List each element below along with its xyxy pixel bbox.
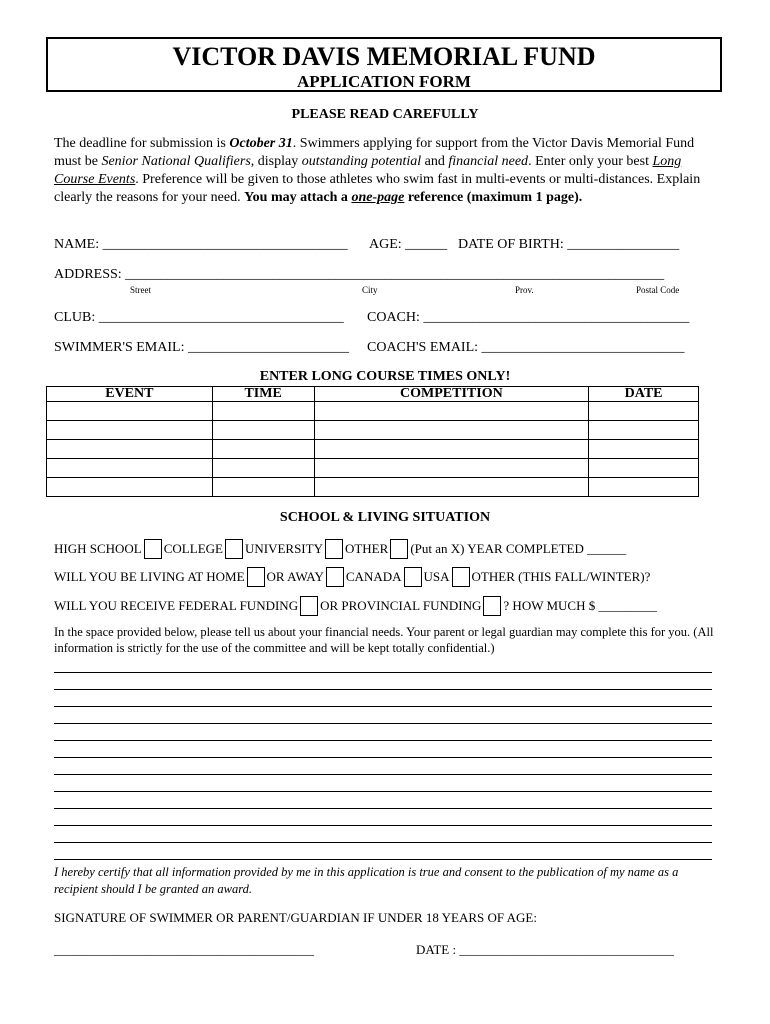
needs-line[interactable] xyxy=(54,826,712,843)
event-cell[interactable] xyxy=(47,440,213,459)
funding-row xyxy=(54,596,657,616)
intro-text-1: The deadline for submission is xyxy=(54,136,230,151)
home-checkbox[interactable] xyxy=(247,567,265,587)
club-field[interactable]: CLUB: ___________________________________ xyxy=(54,310,344,325)
signature-line[interactable]: ________________________________________ xyxy=(54,942,314,957)
signature-date-field[interactable]: DATE : _________________________________ xyxy=(416,942,674,957)
provincial-funding-checkbox[interactable] xyxy=(483,596,501,616)
name-field[interactable]: NAME: ___________________________________ xyxy=(54,237,348,252)
intro-text-6: . Preference will be given to those athletes who swim fast in multi-events or multi-distances. Explain clearly the reasons for your need. xyxy=(54,172,701,205)
events-term: Long Course Events xyxy=(54,154,682,187)
potential-term: outstanding potential xyxy=(301,154,422,169)
intro-text-2: . Swimmers applying for support from the Victor Davis Memorial Fund must be xyxy=(54,136,695,169)
column-header-date: DATE xyxy=(589,387,699,402)
competition-cell[interactable] xyxy=(314,421,589,440)
needs-line[interactable] xyxy=(54,690,712,707)
table-row xyxy=(47,421,699,440)
competition-cell[interactable] xyxy=(314,478,589,497)
financial-needs-instructions: In the space provided below, please tell us about your financial needs. Your parent or legal guardian may complete this for you. (All information is strictly for the use of the committee and will be kept totally confidential.) xyxy=(54,625,714,655)
school-heading: SCHOOL & LIVING SITUATION xyxy=(279,510,491,525)
competition-cell[interactable] xyxy=(314,459,589,478)
college-checkbox[interactable] xyxy=(225,539,243,559)
intro-text-3: , display xyxy=(250,154,302,169)
time-cell[interactable] xyxy=(212,459,314,478)
away-checkbox[interactable] xyxy=(326,567,344,587)
usa-checkbox[interactable] xyxy=(452,567,470,587)
swimmer-email-field[interactable]: SWIMMER'S EMAIL: _______________________ xyxy=(54,340,349,355)
date-of-birth-field[interactable]: DATE OF BIRTH: ________________ xyxy=(458,237,680,252)
date-cell[interactable] xyxy=(589,402,699,421)
time-cell[interactable] xyxy=(212,440,314,459)
title-box xyxy=(46,37,722,92)
date-cell[interactable] xyxy=(589,478,699,497)
needs-line[interactable] xyxy=(54,673,712,690)
table-row xyxy=(47,478,699,497)
needs-line[interactable] xyxy=(54,809,712,826)
attach-text-1: You may attach a xyxy=(244,190,352,205)
competition-cell[interactable] xyxy=(314,440,589,459)
long-course-times-table xyxy=(46,386,699,497)
postal-code-label: Postal Code xyxy=(636,285,680,295)
other-school-label: OTHER xyxy=(344,541,389,556)
column-header-event: EVENT xyxy=(47,387,213,402)
table-row xyxy=(47,459,699,478)
living-question: WILL YOU BE LIVING AT HOME xyxy=(54,569,245,584)
certification-statement: I hereby certify that all information provided by me in this application is true and consent to the publication of my name as a recipient should I be granted an award. xyxy=(54,865,679,896)
needs-line[interactable] xyxy=(54,775,712,792)
event-cell[interactable] xyxy=(47,421,213,440)
need-term: financial need xyxy=(448,154,529,169)
intro-text-4: and xyxy=(421,154,449,169)
column-header-competition: COMPETITION xyxy=(314,387,589,402)
canada-label: CANADA xyxy=(345,569,402,584)
event-cell[interactable] xyxy=(47,402,213,421)
qualifiers-term: Senior National Qualifiers xyxy=(101,154,251,169)
form-subtitle: APPLICATION FORM xyxy=(297,72,471,91)
date-cell[interactable] xyxy=(589,440,699,459)
needs-line[interactable] xyxy=(54,707,712,724)
provincial-funding-label: OR PROVINCIAL FUNDING xyxy=(320,598,482,613)
age-field[interactable]: AGE: ______ xyxy=(369,237,448,252)
living-row xyxy=(54,567,650,587)
date-cell[interactable] xyxy=(589,421,699,440)
high-school-checkbox[interactable] xyxy=(144,539,162,559)
needs-line[interactable] xyxy=(54,656,712,673)
year-completed-field[interactable]: (Put an X) YEAR COMPLETED ______ xyxy=(410,541,627,556)
event-cell[interactable] xyxy=(47,459,213,478)
attach-text-2: one-page xyxy=(351,190,405,205)
times-heading: ENTER LONG COURSE TIMES ONLY! xyxy=(259,369,511,384)
column-header-time: TIME xyxy=(212,387,314,402)
table-row xyxy=(47,402,699,421)
federal-funding-checkbox[interactable] xyxy=(300,596,318,616)
deadline-date: October 31 xyxy=(229,136,293,151)
university-checkbox[interactable] xyxy=(325,539,343,559)
intro-text-5: . Enter only your best xyxy=(528,154,653,169)
other-location-label: OTHER (THIS FALL/WINTER)? xyxy=(471,569,651,584)
city-label: City xyxy=(362,285,378,295)
table-row xyxy=(47,440,699,459)
prov-label: Prov. xyxy=(515,285,534,295)
needs-line[interactable] xyxy=(54,724,712,741)
federal-funding-question: WILL YOU RECEIVE FEDERAL FUNDING xyxy=(54,598,299,613)
needs-line[interactable] xyxy=(54,758,712,775)
college-label: COLLEGE xyxy=(163,541,223,556)
read-carefully-notice: PLEASE READ CAREFULLY xyxy=(291,107,479,122)
date-cell[interactable] xyxy=(589,459,699,478)
usa-label: USA xyxy=(423,569,450,584)
competition-cell[interactable] xyxy=(314,402,589,421)
school-row xyxy=(54,539,626,559)
high-school-label: HIGH SCHOOL xyxy=(54,541,142,556)
event-cell[interactable] xyxy=(47,478,213,497)
street-label: Street xyxy=(130,285,151,295)
needs-line[interactable] xyxy=(54,843,712,860)
away-label: OR AWAY xyxy=(266,569,324,584)
canada-checkbox[interactable] xyxy=(404,567,422,587)
form-title: VICTOR DAVIS MEMORIAL FUND xyxy=(172,42,596,71)
financial-needs-lines[interactable] xyxy=(54,656,712,860)
coach-field[interactable]: COACH: ______________________________________ xyxy=(367,310,690,325)
time-cell[interactable] xyxy=(212,402,314,421)
other-school-checkbox[interactable] xyxy=(390,539,408,559)
needs-line[interactable] xyxy=(54,741,712,758)
signature-label: SIGNATURE OF SWIMMER OR PARENT/GUARDIAN IF UNDER 18 YEARS OF AGE: xyxy=(54,910,537,925)
intro-paragraph xyxy=(54,135,714,207)
time-cell[interactable] xyxy=(212,478,314,497)
address-field[interactable]: ADDRESS: _____________________________________________________________________________ xyxy=(54,267,665,282)
needs-line[interactable] xyxy=(54,792,712,809)
time-cell[interactable] xyxy=(212,421,314,440)
how-much-field[interactable]: ? HOW MUCH $ _________ xyxy=(503,598,657,613)
university-label: UNIVERSITY xyxy=(244,541,323,556)
coach-email-field[interactable]: COACH'S EMAIL: _____________________________ xyxy=(367,340,685,355)
attach-text-3: reference (maximum 1 page). xyxy=(404,190,583,205)
